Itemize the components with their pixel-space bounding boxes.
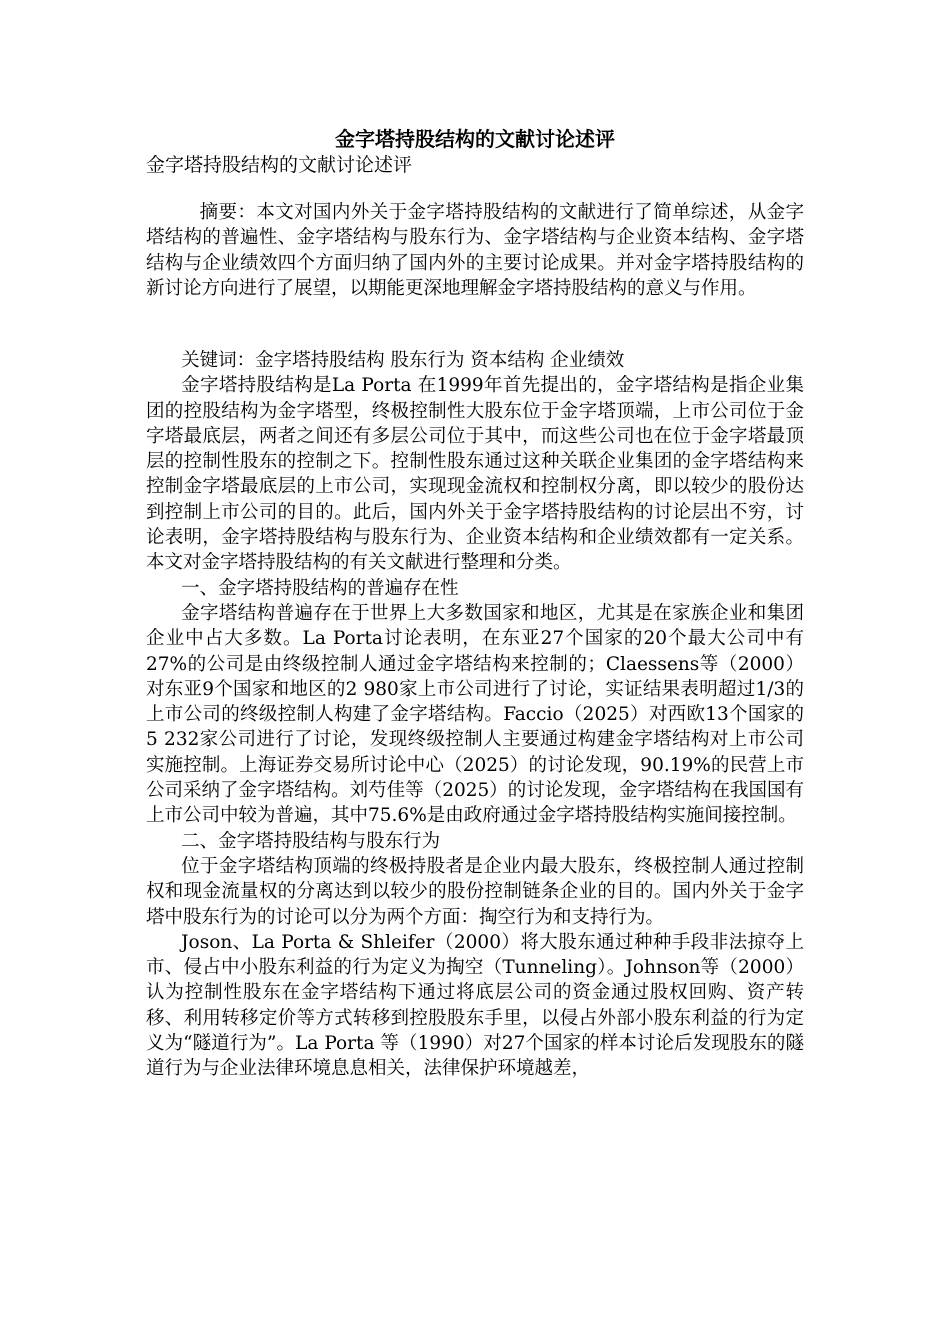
abstract-paragraph: 摘要：本文对国内外关于金字塔持股结构的文献进行了简单综述，从金字塔结构的普遍性、金字塔结构与股东行为、金字塔结构与企业资本结构、金字塔结构与企业绩效四个方面归纳了国内外的主要讨论成果。并对金字塔持股结构的新讨论方向进行了展望，以期能更深地理解金字塔持股结构的意义与作用。 bbox=[146, 202, 804, 299]
abstract-block bbox=[146, 200, 804, 301]
section1-paragraph: 金字塔结构普遍存在于世界上大多数国家和地区，尤其是在家族企业和集团企业中占大多数。La Porta讨论表明，在东亚27个国家的20个最大公司中有27%的公司是由终级控制人通过金字塔结构来控制的；Claessens等（2000）对东亚9个国家和地区的2 980家上市公司进行了讨论，实证结果表明超过1/3的上市公司的终级控制人构建了金字塔结构。Faccio（2025）对西欧13个国家的5 232家公司进行了讨论，发现终级控制人主要通过构建金字塔结构对上市公司实施控制。上海证券交易所讨论中心（2025）的讨论发现，90.19%的民营上市公司采纳了金字塔结构。刘芍佳等（2025）的讨论发现，金字塔结构在我国国有上市公司中较为普遍，其中75.6%是由政府通过金字塔持股结构实施间接控制。 bbox=[146, 602, 804, 827]
document-title: 金字塔持股结构的文献讨论述评 bbox=[335, 127, 615, 151]
section2-heading: 二、金字塔持股结构与股东行为 bbox=[181, 830, 441, 852]
intro-paragraph: 金字塔持股结构是La Porta 在1999年首先提出的，金字塔结构是指企业集团的控股结构为金字塔型，终极控制性大股东位于金字塔顶端，上市公司位于金字塔最底层，两者之间还有多层公司位于其中，而这些公司也在位于金字塔最顶层的控制性股东的控制之下。控制性股东通过这种关联企业集团的金字塔结构来控制金字塔最底层的上市公司，实现现金流权和控制权分离，即以较少的股份达到控制上市公司的目的。此后，国内外关于金字塔持股结构的讨论层出不穷，讨论表明，金字塔持股结构与股东行为、企业资本结构和企业绩效都有一定关系。本文对金字塔持股结构的有关文献进行整理和分类。 bbox=[146, 375, 804, 574]
body-block bbox=[146, 348, 804, 1082]
keywords-line: 关键词：金字塔持股结构 股东行为 资本结构 企业绩效 bbox=[181, 350, 625, 371]
section2-paragraph-2: Joson、La Porta & Shleifer（2000）将大股东通过种种手段非法掠夺上市、侵占中小股东利益的行为定义为掏空（Tunneling）。Johnson等（2000）认为控制性股东在金字塔结构下通过将底层公司的资金通过股权回购、资产转移、利用转移定价等方式转移到控股股东手里，以侵占外部小股东利益的行为定义为“隧道行为”。La Porta 等（1990）对27个国家的样本讨论后发现股东的隧道行为与企业法律环境息息相关，法律保护环境越差， bbox=[146, 931, 804, 1080]
document-subtitle: 金字塔持股结构的文献讨论述评 bbox=[146, 154, 413, 176]
section2-paragraph: 位于金字塔结构顶端的终极持股者是企业内最大股东，终极控制人通过控制权和现金流量权的分离达到以较少的股份控制链条企业的目的。国内外关于金字塔中股东行为的讨论可以分为两个方面：掏空行为和支持行为。 bbox=[146, 855, 804, 928]
section1-heading: 一、金字塔持股结构的普遍存在性 bbox=[181, 577, 459, 599]
